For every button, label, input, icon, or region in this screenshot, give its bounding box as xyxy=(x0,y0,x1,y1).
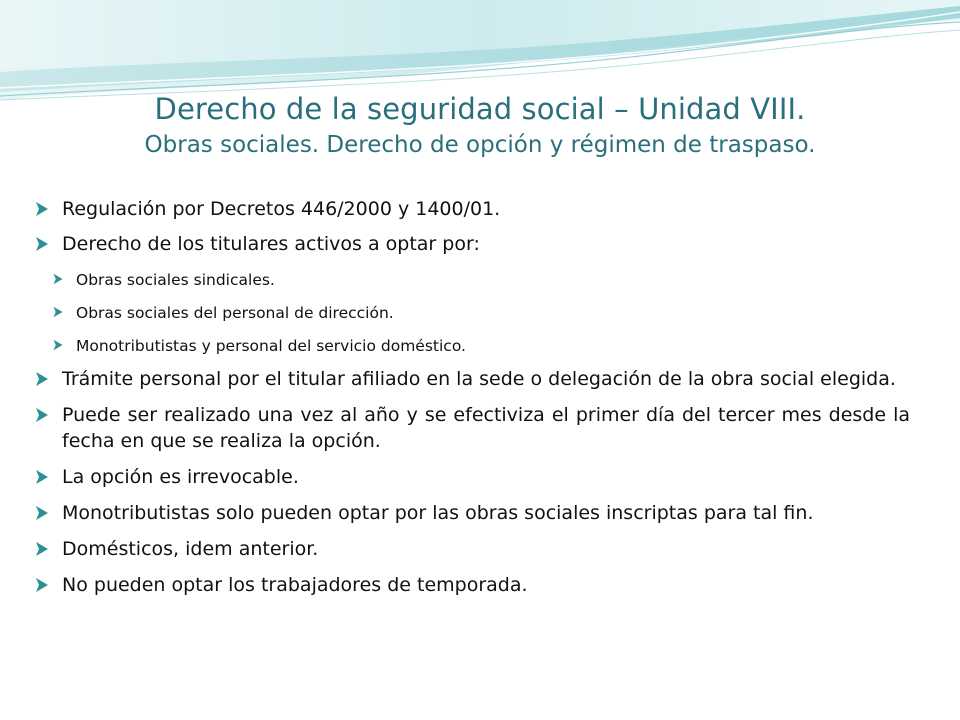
slide-title: Derecho de la seguridad social – Unidad VIII. xyxy=(154,92,806,126)
arrow-bullet-icon xyxy=(34,505,50,521)
arrow-bullet-icon xyxy=(34,236,50,252)
arrow-bullet-icon xyxy=(34,371,50,387)
slide-subtitle: Obras sociales. Derecho de opción y régimen de traspaso. xyxy=(144,132,816,158)
sub-bullet-item: Obras sociales del personal de dirección. xyxy=(44,302,910,324)
arrow-bullet-icon xyxy=(34,577,50,593)
bullet-item: Regulación por Decretos 446/2000 y 1400/01. xyxy=(34,196,910,222)
bullet-item: Trámite personal por el titular afiliado en la sede o delegación de la obra social elegida. xyxy=(34,366,910,392)
arrow-bullet-icon xyxy=(34,541,50,557)
slide-title-block xyxy=(0,91,960,161)
bullet-item: La opción es irrevocable. xyxy=(34,464,910,490)
bullet-item: Derecho de los titulares activos a optar por: xyxy=(34,231,910,257)
bullet-item: Puede ser realizado una vez al año y se efectiviza el primer día del tercer mes desde la fecha en que se realiza la opción. xyxy=(34,402,910,454)
arrow-bullet-icon xyxy=(52,339,64,351)
bullet-item: Domésticos, idem anterior. xyxy=(34,536,910,562)
bullet-list xyxy=(34,196,910,598)
bullet-item: No pueden optar los trabajadores de temporada. xyxy=(34,572,910,598)
sub-bullet-item: Obras sociales sindicales. xyxy=(44,269,910,291)
arrow-bullet-icon xyxy=(34,201,50,217)
arrow-bullet-icon xyxy=(34,469,50,485)
arrow-bullet-icon xyxy=(52,306,64,318)
sub-bullet-item: Monotributistas y personal del servicio doméstico. xyxy=(44,335,910,357)
arrow-bullet-icon xyxy=(34,407,50,423)
bullet-item: Monotributistas solo pueden optar por las obras sociales inscriptas para tal fin. xyxy=(34,500,910,526)
arrow-bullet-icon xyxy=(52,273,64,285)
